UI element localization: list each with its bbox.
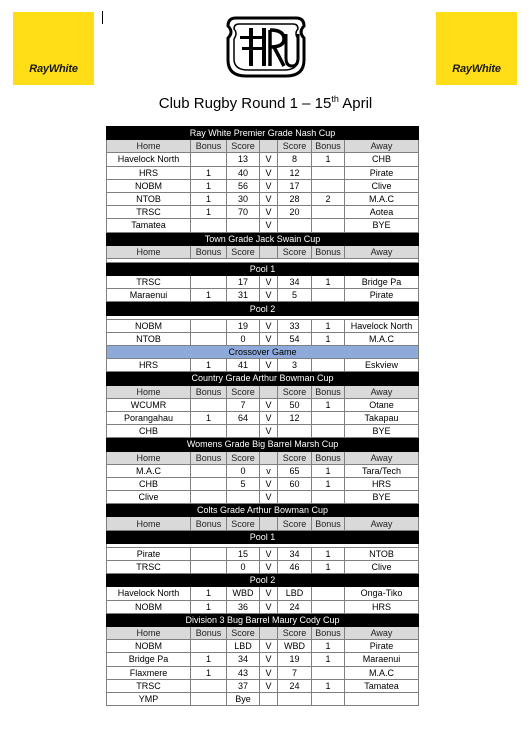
home-bonus-cell: 1 [191,666,227,679]
home-score-cell: 0 [227,561,260,574]
away-team-cell: Pirate [345,166,419,179]
section-title: Division 3 Bug Barrel Maury Cody Cup [107,613,419,626]
away-score-cell: WBD [278,640,312,653]
pool-row [107,574,419,587]
away-bonus-cell: 1 [312,332,345,345]
away-team-cell: BYE [345,425,419,438]
header-away-team-cell: Away [345,385,419,398]
versus-cell: V [260,666,278,679]
header-home-team-cell: Home [107,451,191,464]
away-team-cell [345,692,419,705]
match-row [107,547,419,560]
versus-cell: V [260,179,278,192]
section-row [107,438,419,451]
versus-cell: V [260,276,278,289]
pool-title: Pool 2 [107,574,419,587]
away-team-cell: Bridge Pa [345,276,419,289]
away-bonus-cell [312,411,345,424]
home-team-cell: NTOB [107,192,191,205]
header-home-team-cell: Home [107,385,191,398]
header-home-score-cell: Score [227,451,260,464]
home-score-cell: 64 [227,411,260,424]
match-row [107,679,419,692]
home-bonus-cell [191,219,227,232]
header-row [107,385,419,398]
away-team-cell: Havelock North [345,319,419,332]
page-title: Club Rugby Round 1 – 15th April [158,94,373,112]
home-team-cell: NOBM [107,319,191,332]
header-away-bonus-cell: Bonus [312,451,345,464]
versus-cell: V [260,561,278,574]
home-bonus-cell [191,679,227,692]
away-team-cell: Clive [345,179,419,192]
home-team-cell: NOBM [107,640,191,653]
header-versus-cell [260,385,278,398]
away-bonus-cell: 1 [312,319,345,332]
away-bonus-cell [312,666,345,679]
match-row [107,276,419,289]
section-row [107,504,419,517]
header-versus-cell [260,451,278,464]
versus-cell: V [260,477,278,490]
match-row [107,561,419,574]
home-team-cell: TRSC [107,679,191,692]
header-row [107,517,419,530]
match-row [107,153,419,166]
header-away-team-cell: Away [345,140,419,153]
away-score-cell: 20 [278,206,312,219]
versus-cell: V [260,640,278,653]
home-bonus-cell [191,477,227,490]
match-row [107,332,419,345]
hbru-crest-icon [224,14,308,82]
section-title: Womens Grade Big Barrel Marsh Cup [107,438,419,451]
home-bonus-cell: 1 [191,359,227,372]
header-away-bonus-cell: Bonus [312,626,345,639]
away-team-cell: BYE [345,491,419,504]
away-score-cell: 34 [278,276,312,289]
away-bonus-cell [312,600,345,613]
away-bonus-cell [312,587,345,600]
header-away-bonus-cell: Bonus [312,517,345,530]
header-home-bonus-cell: Bonus [191,517,227,530]
home-score-cell [227,491,260,504]
away-bonus-cell: 1 [312,153,345,166]
home-team-cell: HRS [107,359,191,372]
away-team-cell: Aotea [345,206,419,219]
home-team-cell: Havelock North [107,587,191,600]
home-bonus-cell: 1 [191,192,227,205]
away-score-cell: 7 [278,666,312,679]
away-score-cell: 17 [278,179,312,192]
match-row [107,219,419,232]
match-row [107,491,419,504]
home-bonus-cell [191,153,227,166]
header-home-team-cell: Home [107,517,191,530]
away-team-cell: Maraenui [345,653,419,666]
home-team-cell: HRS [107,166,191,179]
away-bonus-cell: 1 [312,561,345,574]
header-away-bonus-cell: Bonus [312,245,345,258]
section-title: Ray White Premier Grade Nash Cup [107,127,419,140]
versus-cell: V [260,411,278,424]
header-home-team-cell: Home [107,626,191,639]
away-score-cell: 33 [278,319,312,332]
away-bonus-cell: 1 [312,477,345,490]
home-score-cell: 41 [227,359,260,372]
pool-row [107,302,419,315]
header-home-bonus-cell: Bonus [191,245,227,258]
away-score-cell: 50 [278,398,312,411]
home-score-cell: 37 [227,679,260,692]
away-bonus-cell [312,289,345,302]
section-row [107,127,419,140]
header-row [107,140,419,153]
away-bonus-cell [312,425,345,438]
match-row [107,666,419,679]
home-team-cell: NOBM [107,179,191,192]
away-team-cell: CHB [345,153,419,166]
home-score-cell: 13 [227,153,260,166]
home-team-cell: NTOB [107,332,191,345]
away-team-cell: HRS [345,477,419,490]
away-bonus-cell: 1 [312,653,345,666]
match-row [107,319,419,332]
pool-title: Pool 1 [107,262,419,275]
home-team-cell: TRSC [107,561,191,574]
raywhite-logo-left: RayWhite [13,12,94,85]
match-row [107,600,419,613]
home-bonus-cell [191,640,227,653]
versus-cell: V [260,192,278,205]
versus-cell: V [260,206,278,219]
away-score-cell: 46 [278,561,312,574]
header-home-score-cell: Score [227,245,260,258]
section-title: Country Grade Arthur Bowman Cup [107,372,419,385]
away-score-cell: 28 [278,192,312,205]
home-team-cell: Havelock North [107,153,191,166]
header-home-score-cell: Score [227,385,260,398]
away-bonus-cell: 1 [312,679,345,692]
away-score-cell: 12 [278,411,312,424]
away-team-cell: Clive [345,561,419,574]
header-home-score-cell: Score [227,140,260,153]
away-team-cell: Onga-Tiko [345,587,419,600]
header-away-score-cell: Score [278,140,312,153]
home-bonus-cell [191,398,227,411]
home-score-cell [227,219,260,232]
home-bonus-cell [191,425,227,438]
home-score-cell [227,425,260,438]
raywhite-logo-right: RayWhite [436,12,517,85]
versus-cell: V [260,587,278,600]
home-team-cell: YMP [107,692,191,705]
header-home-bonus-cell: Bonus [191,140,227,153]
crossover-title: Crossover Game [107,346,419,359]
header-versus-cell [260,517,278,530]
away-score-cell: LBD [278,587,312,600]
away-bonus-cell: 1 [312,547,345,560]
home-score-cell: LBD [227,640,260,653]
away-score-cell: 24 [278,679,312,692]
versus-cell: V [260,332,278,345]
pool-row [107,530,419,543]
away-team-cell: Eskview [345,359,419,372]
versus-cell: V [260,289,278,302]
away-team-cell: NTOB [345,547,419,560]
home-score-cell: 36 [227,600,260,613]
away-team-cell: M.A.C [345,192,419,205]
away-score-cell [278,219,312,232]
versus-cell: V [260,547,278,560]
section-title: Town Grade Jack Swain Cup [107,232,419,245]
home-bonus-cell: 1 [191,653,227,666]
section-row [107,613,419,626]
header-row [107,626,419,639]
home-score-cell: 17 [227,276,260,289]
away-bonus-cell [312,179,345,192]
header-away-score-cell: Score [278,245,312,258]
match-row [107,359,419,372]
away-team-cell: Pirate [345,289,419,302]
match-row [107,398,419,411]
away-score-cell: 19 [278,653,312,666]
match-row [107,692,419,705]
header-versus-cell [260,140,278,153]
away-score-cell: 54 [278,332,312,345]
header-home-bonus-cell: Bonus [191,626,227,639]
away-bonus-cell: 1 [312,464,345,477]
home-team-cell: TRSC [107,276,191,289]
away-bonus-cell [312,219,345,232]
header-away-team-cell: Away [345,245,419,258]
header-home-score-cell: Score [227,626,260,639]
header-versus-cell [260,245,278,258]
match-row [107,289,419,302]
versus-cell: V [260,219,278,232]
home-score-cell: 30 [227,192,260,205]
away-score-cell: 24 [278,600,312,613]
home-score-cell: 15 [227,547,260,560]
header-home-score-cell: Score [227,517,260,530]
home-team-cell: M.A.C [107,464,191,477]
home-score-cell: 7 [227,398,260,411]
away-bonus-cell [312,359,345,372]
versus-cell: V [260,359,278,372]
away-score-cell [278,491,312,504]
header-home-bonus-cell: Bonus [191,451,227,464]
header-away-score-cell: Score [278,451,312,464]
away-score-cell: 3 [278,359,312,372]
away-team-cell: BYE [345,219,419,232]
versus-cell: V [260,600,278,613]
away-score-cell: 60 [278,477,312,490]
versus-cell: V [260,166,278,179]
away-bonus-cell [312,692,345,705]
versus-cell [260,692,278,705]
home-score-cell: 5 [227,477,260,490]
header-home-bonus-cell: Bonus [191,385,227,398]
match-row [107,640,419,653]
versus-cell: V [260,653,278,666]
home-bonus-cell [191,464,227,477]
home-score-cell: 43 [227,666,260,679]
away-team-cell: M.A.C [345,332,419,345]
crossover-row [107,346,419,359]
match-row [107,587,419,600]
away-team-cell: Takapau [345,411,419,424]
away-bonus-cell [312,491,345,504]
match-row [107,192,419,205]
home-score-cell: 34 [227,653,260,666]
match-row [107,166,419,179]
away-score-cell: 5 [278,289,312,302]
header-away-team-cell: Away [345,451,419,464]
home-team-cell: Tamatea [107,219,191,232]
header-away-bonus-cell: Bonus [312,140,345,153]
header-row [107,451,419,464]
away-score-cell: 65 [278,464,312,477]
text-cursor [102,11,103,24]
home-bonus-cell: 1 [191,179,227,192]
away-bonus-cell: 1 [312,398,345,411]
section-row [107,372,419,385]
home-bonus-cell [191,561,227,574]
away-team-cell: HRS [345,600,419,613]
away-team-cell: Otane [345,398,419,411]
home-bonus-cell: 1 [191,166,227,179]
home-team-cell: Maraenui [107,289,191,302]
home-score-cell: 40 [227,166,260,179]
section-row [107,232,419,245]
match-row [107,179,419,192]
match-row [107,464,419,477]
away-score-cell: 12 [278,166,312,179]
home-team-cell: CHB [107,425,191,438]
away-score-cell: 34 [278,547,312,560]
header-away-score-cell: Score [278,385,312,398]
away-team-cell: Pirate [345,640,419,653]
fixtures-body [107,127,419,706]
home-bonus-cell: 1 [191,587,227,600]
home-team-cell: TRSC [107,206,191,219]
header-away-bonus-cell: Bonus [312,385,345,398]
home-team-cell: NOBM [107,600,191,613]
away-bonus-cell: 2 [312,192,345,205]
away-team-cell: Tara/Tech [345,464,419,477]
pool-row [107,262,419,275]
home-team-cell: Clive [107,491,191,504]
header-away-score-cell: Score [278,517,312,530]
home-score-cell: 70 [227,206,260,219]
home-team-cell: Pirate [107,547,191,560]
section-title: Colts Grade Arthur Bowman Cup [107,504,419,517]
home-bonus-cell: 1 [191,289,227,302]
home-score-cell: 56 [227,179,260,192]
home-team-cell: Porangahau [107,411,191,424]
away-bonus-cell: 1 [312,640,345,653]
home-score-cell: 0 [227,332,260,345]
match-row [107,653,419,666]
header-away-team-cell: Away [345,626,419,639]
home-score-cell: 0 [227,464,260,477]
away-team-cell: Tamatea [345,679,419,692]
home-bonus-cell [191,547,227,560]
versus-cell: V [260,319,278,332]
home-score-cell: 31 [227,289,260,302]
away-score-cell [278,692,312,705]
home-bonus-cell: 1 [191,600,227,613]
home-score-cell: 19 [227,319,260,332]
pool-title: Pool 1 [107,530,419,543]
away-bonus-cell [312,206,345,219]
home-bonus-cell [191,692,227,705]
home-bonus-cell [191,491,227,504]
home-bonus-cell: 1 [191,206,227,219]
versus-cell: V [260,491,278,504]
home-bonus-cell [191,276,227,289]
fixtures-table [106,126,419,706]
header-home-team-cell: Home [107,245,191,258]
home-score-cell: WBD [227,587,260,600]
header-away-score-cell: Score [278,626,312,639]
away-team-cell: M.A.C [345,666,419,679]
home-bonus-cell [191,332,227,345]
away-score-cell [278,425,312,438]
versus-cell: V [260,425,278,438]
home-bonus-cell: 1 [191,411,227,424]
versus-cell: V [260,398,278,411]
home-team-cell: Flaxmere [107,666,191,679]
header-home-team-cell: Home [107,140,191,153]
home-score-cell: Bye [227,692,260,705]
header-versus-cell [260,626,278,639]
pool-title: Pool 2 [107,302,419,315]
away-bonus-cell: 1 [312,276,345,289]
home-team-cell: Bridge Pa [107,653,191,666]
versus-cell: v [260,464,278,477]
versus-cell: V [260,153,278,166]
match-row [107,411,419,424]
home-bonus-cell [191,319,227,332]
header-row [107,245,419,258]
away-score-cell: 8 [278,153,312,166]
versus-cell: V [260,679,278,692]
home-team-cell: CHB [107,477,191,490]
match-row [107,206,419,219]
match-row [107,477,419,490]
match-row [107,425,419,438]
home-team-cell: WCUMR [107,398,191,411]
away-bonus-cell [312,166,345,179]
header-away-team-cell: Away [345,517,419,530]
